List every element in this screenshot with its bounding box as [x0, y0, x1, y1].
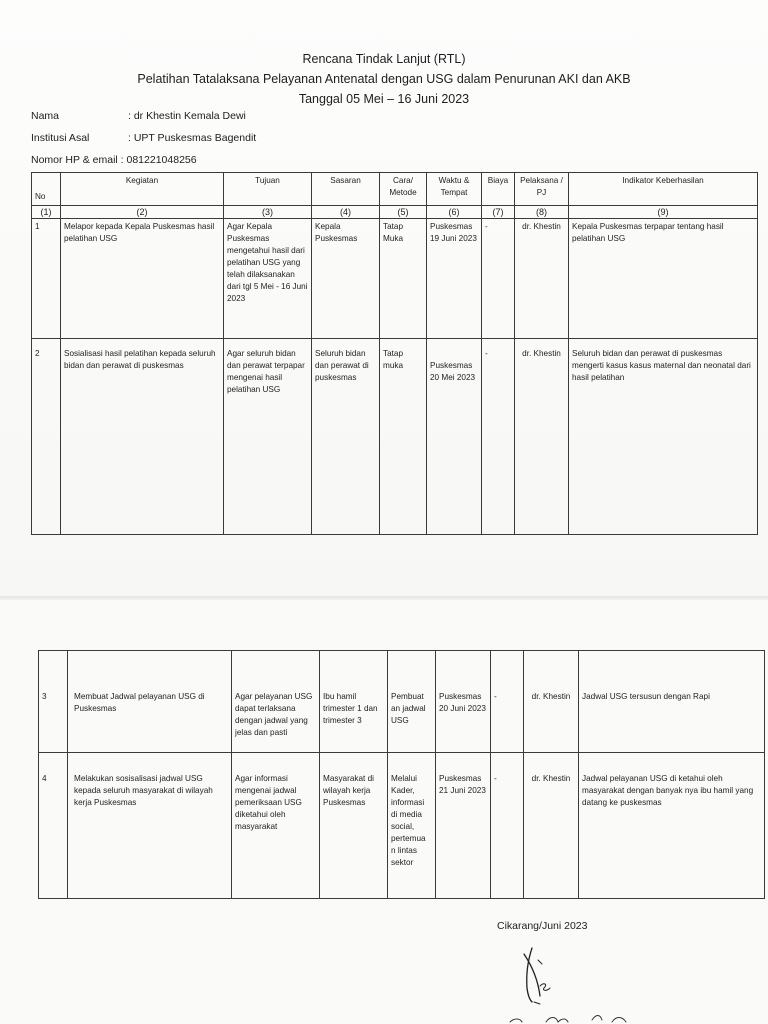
table-row — [39, 651, 765, 753]
row-no: 2 — [32, 339, 61, 535]
row-indikator: Kepala Puskesmas terpapar tentang hasil pelatihan USG — [569, 219, 758, 339]
column-number: (7) — [482, 206, 515, 219]
row-no: 4 — [39, 753, 68, 899]
column-number: (6) — [427, 206, 482, 219]
col-kegiatan-header: Kegiatan — [61, 173, 224, 206]
col-cara-header: Cara/ Metode — [380, 173, 427, 206]
table-row — [32, 339, 758, 535]
institution-value: : UPT Puskesmas Bagendit — [128, 132, 257, 144]
row-sasaran: Masyarakat di wilayah kerja Puskesmas — [320, 753, 388, 899]
row-kegiatan: Melapor kepada Kepala Puskesmas hasil pelatihan USG — [61, 219, 224, 339]
row-cara: Pembuat an jadwal USG — [388, 651, 436, 753]
row-waktu: Puskesmas 19 Juni 2023 — [427, 219, 482, 339]
row-kegiatan: Sosialisasi hasil pelatihan kepada seluruh bidan dan perawat di puskesmas — [61, 339, 224, 535]
row-pelaksana: dr. Khestin — [515, 219, 569, 339]
institution-line — [31, 132, 256, 144]
row-cara: Tatap Muka — [380, 219, 427, 339]
row-kegiatan: Membuat Jadwal pelayanan USG di Puskesmas — [68, 651, 232, 753]
column-number: (9) — [569, 206, 758, 219]
row-cara: Melalui Kader, informasi di media social, pertemua n lintas sektor — [388, 753, 436, 899]
col-pelaksana-header: Pelaksana / PJ — [515, 173, 569, 206]
row-tujuan: Agar Kepala Puskesmas mengetahui hasil dari pelatihan USG yang telah dilaksanakan dari tgl 5 Mei - 16 Juni 2023 — [224, 219, 312, 339]
row-waktu: Puskesmas 21 Juni 2023 — [436, 753, 491, 899]
row-biaya: - — [482, 339, 515, 535]
document-subtitle: Pelatihan Tatalaksana Pelayanan Antenatal dengan USG dalam Penurunan AKI dan AKB — [137, 72, 631, 86]
row-indikator: Jadwal USG tersusun dengan Rapi — [579, 651, 765, 753]
col-waktu-header: Waktu & Tempat — [427, 173, 482, 206]
row-biaya: - — [482, 219, 515, 339]
name-label: Nama — [31, 110, 60, 122]
table-header-row — [32, 173, 758, 206]
place-date: Cikarang/Juni 2023 — [497, 920, 588, 932]
col-tujuan-header: Tujuan — [224, 173, 312, 206]
col-sasaran-header: Sasaran — [312, 173, 380, 206]
document-title: Rencana Tindak Lanjut (RTL) — [302, 52, 466, 66]
row-kegiatan: Melakukan sosisalisasi jadwal USG kepada seluruh masyarakat di wilayah kerja Puskesmas — [68, 753, 232, 899]
action-plan-table-part-1 — [31, 172, 758, 535]
row-sasaran: Seluruh bidan dan perawat di puskesmas — [312, 339, 380, 535]
row-pelaksana: dr. Khestin — [524, 651, 579, 753]
handwritten-signature — [480, 930, 700, 1024]
col-no-header: No — [32, 173, 61, 206]
contact-line — [31, 154, 197, 166]
row-sasaran: Ibu hamil trimester 1 dan trimester 3 — [320, 651, 388, 753]
column-number: (1) — [32, 206, 61, 219]
row-no: 3 — [39, 651, 68, 753]
row-tujuan: Agar seluruh bidan dan perawat terpapar mengenai hasil pelatihan USG — [224, 339, 312, 535]
row-pelaksana: dr. Khestin — [524, 753, 579, 899]
row-cara: Tatap muka — [380, 339, 427, 535]
contact-label: Nomor HP & email — [31, 154, 118, 166]
column-number: (2) — [61, 206, 224, 219]
document-dates: Tanggal 05 Mei – 16 Juni 2023 — [298, 92, 470, 106]
col-biaya-header: Biaya — [482, 173, 515, 206]
column-number: (8) — [515, 206, 569, 219]
contact-value: : 081221048256 — [120, 154, 197, 166]
column-number: (4) — [312, 206, 380, 219]
table-row — [39, 753, 765, 899]
table-row — [32, 219, 758, 339]
row-no: 1 — [32, 219, 61, 339]
column-number: (3) — [224, 206, 312, 219]
row-tujuan: Agar pelayanan USG dapat terlaksana dengan jadwal yang jelas dan pasti — [232, 651, 320, 753]
row-waktu: Puskesmas 20 Mei 2023 — [427, 339, 482, 535]
row-indikator: Jadwal pelayanan USG di ketahui oleh masyarakat dengan banyak nya ibu hamil yang datang ke puskesmas — [579, 753, 765, 899]
row-pelaksana: dr. Khestin — [515, 339, 569, 535]
row-indikator: Seluruh bidan dan perawat di puskesmas mengerti kasus kasus maternal dan neonatal dari hasil pelatihan — [569, 339, 758, 535]
col-indikator-header: Indikator Keberhasilan — [569, 173, 758, 206]
name-line — [31, 110, 246, 122]
row-biaya: - — [491, 651, 524, 753]
institution-label: Institusi Asal — [31, 132, 90, 144]
action-plan-table-part-2 — [38, 650, 765, 899]
row-waktu: Puskesmas 20 Juni 2023 — [436, 651, 491, 753]
column-number: (5) — [380, 206, 427, 219]
column-number-row — [32, 206, 758, 219]
row-sasaran: Kepala Puskesmas — [312, 219, 380, 339]
name-value: : dr Khestin Kemala Dewi — [128, 110, 246, 122]
row-biaya: - — [491, 753, 524, 899]
row-tujuan: Agar informasi mengenai jadwal pemeriksaan USG diketahui oleh masyarakat — [232, 753, 320, 899]
